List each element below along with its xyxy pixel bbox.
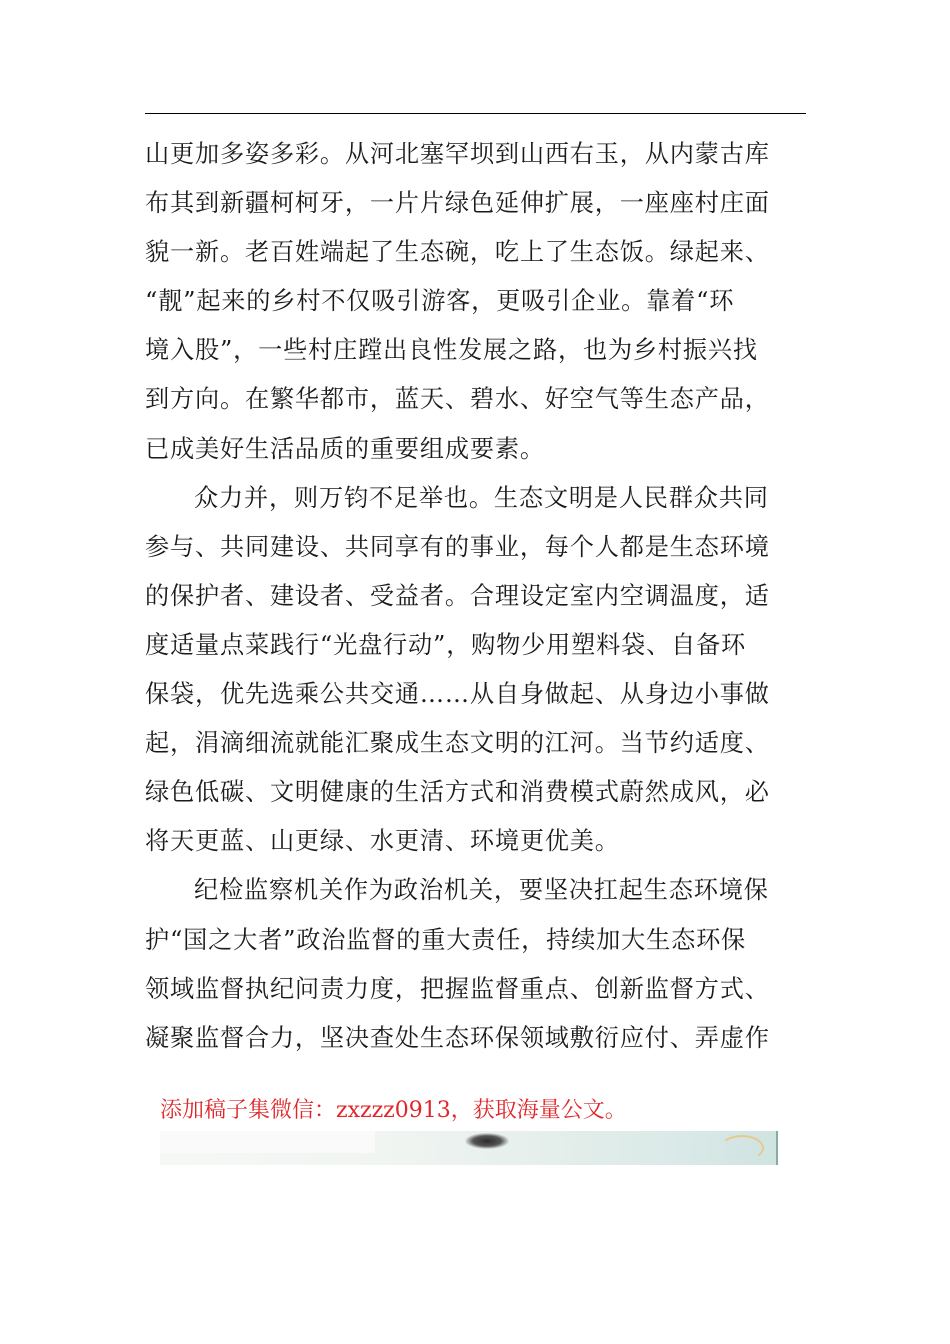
decorative-banner-image [160,1131,778,1165]
text-line: 保袋，优先选乘公共交通……从自身做起、从身边小事做 [145,680,770,709]
text-line: 众力并，则万钧不足举也。生态文明是人民群众共同 [194,483,769,512]
banner-blank-area [160,1131,375,1153]
text-line: “靓”起来的乡村不仅吸引游客，更吸引企业。靠着“环 [145,287,735,316]
document-body [145,130,806,1063]
text-line: 纪检监察机关作为政治机关，要坚决扛起生态环境保 [194,876,769,905]
text-line: 度适量点菜践行“光盘行动”，购物少用塑料袋、自备环 [145,630,747,659]
text-line: 貌一新。老百姓端起了生态碗，吃上了生态饭。绿起来、 [145,238,770,267]
text-line: 将天更蓝、山更绿、水更清、环境更优美。 [145,827,620,856]
text-line: 到方向。在繁华都市，蓝天、碧水、好空气等生态产品， [145,385,770,414]
text-line: 境入股”，一些村庄蹚出良性发展之路，也为乡村振兴找 [145,336,758,365]
banner-edge [776,1131,778,1165]
ink-splash-icon [465,1133,509,1149]
paragraph-1 [145,130,806,474]
gold-swirl-icon [720,1135,764,1161]
text-line: 山更加多姿多彩。从河北塞罕坝到山西右玉，从内蒙古库 [145,140,770,168]
paragraph-3 [145,866,806,1062]
text-line: 护“国之大者”政治监督的重大责任，持续加大生态环保 [145,925,747,954]
text-line: 已成美好生活品质的重要组成要素。 [145,434,545,463]
promo-watermark-text: 添加稿子集微信：zxzzz0913，获取海量公文。 [160,1098,627,1123]
text-line: 布其到新疆柯柯牙，一片片绿色延伸扩展，一座座村庄面 [145,189,770,218]
text-line: 领域监督执纪问责力度，把握监督重点、创新监督方式、 [145,974,770,1003]
text-line: 起，涓滴细流就能汇聚成生态文明的江河。当节约适度、 [145,729,770,758]
text-line: 绿色低碳、文明健康的生活方式和消费模式蔚然成风，必 [145,778,770,807]
text-line: 凝聚监督合力，坚决查处生态环保领域敷衍应付、弄虚作 [145,1023,770,1052]
header-rule [145,113,806,114]
text-line: 参与、共同建设、共同享有的事业，每个人都是生态环境 [145,532,770,561]
paragraph-2 [145,474,806,867]
text-line: 的保护者、建设者、受益者。合理设定室内空调温度，适 [145,581,770,610]
